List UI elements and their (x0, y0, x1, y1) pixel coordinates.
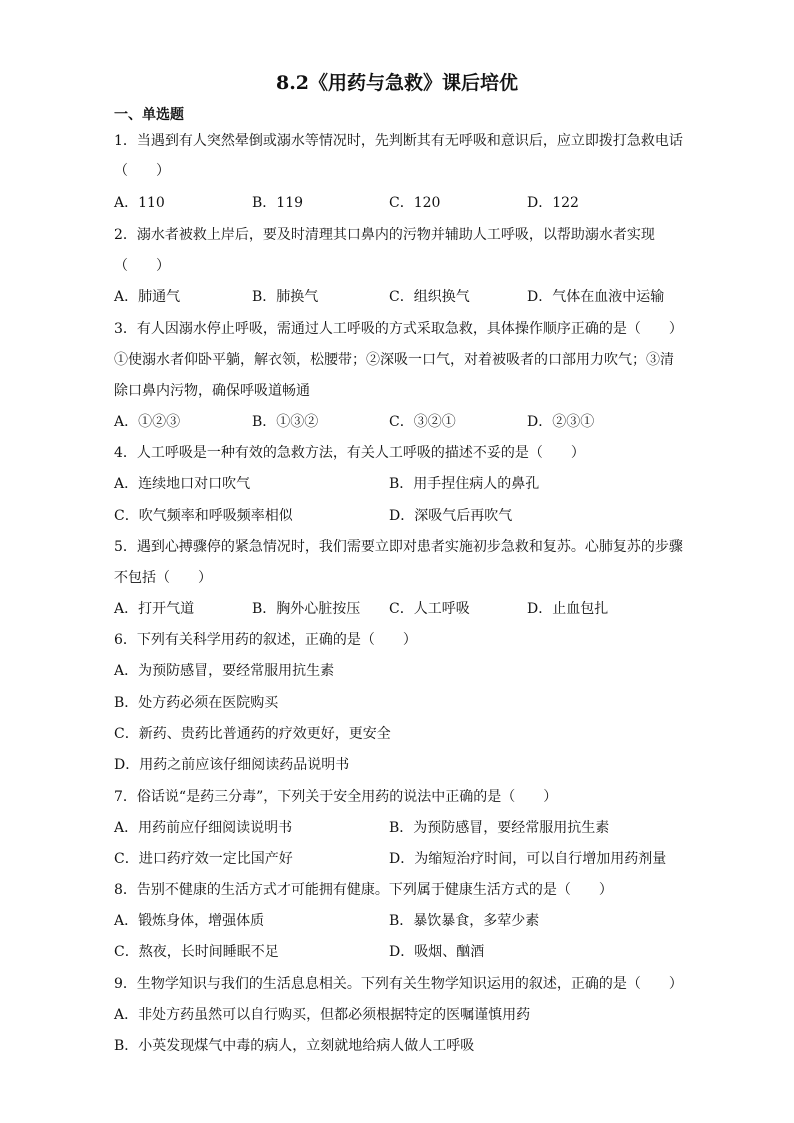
question-3-stem: 3．有人因溺水停止呼吸，需通过人工呼吸的方式采取急救，具体操作顺序正确的是（ ） (114, 321, 683, 337)
q2-option-b: B．肺换气 (252, 289, 319, 305)
question-3-line-3: 除口鼻内污物，确保呼吸道畅通 (114, 383, 310, 399)
question-7-stem: 7．俗话说“是药三分毒”，下列关于安全用药的说法中正确的是（ ） (114, 789, 558, 805)
q8-option-b: B．暴饮暴食，多荤少素 (389, 913, 540, 929)
q6-option-d: D．用药之前应该仔细阅读药品说明书 (114, 757, 350, 773)
q3-option-b: B．①③② (252, 414, 319, 430)
q5-option-b: B．胸外心脏按压 (252, 601, 361, 617)
q5-option-d: D．止血包扎 (527, 601, 609, 617)
q9-option-a: A．非处方药虽然可以自行购买，但都必须根据特定的医嘱谨慎用药 (114, 1007, 531, 1023)
question-9-stem: 9．生物学知识与我们的生活息息相关。下列有关生物学知识运用的叙述，正确的是（ ） (114, 976, 683, 992)
q7-option-c: C．进口药疗效一定比国产好 (114, 851, 293, 867)
q5-option-c: C．人工呼吸 (389, 601, 470, 617)
q1-option-c: C．120 (389, 195, 441, 211)
q7-option-b: B．为预防感冒，要经常服用抗生素 (389, 820, 610, 836)
question-5-line-2: 不包括（ ） (114, 570, 212, 586)
question-4-stem: 4．人工呼吸是一种有效的急救方法，有关人工呼吸的描述不妥的是（ ） (114, 445, 585, 461)
question-2-paren: （ ） (114, 258, 170, 274)
question-3-line-2: ①使溺水者仰卧平躺，解衣领，松腰带；②深吸一口气，对着被吸者的口部用力吹气；③清 (114, 352, 674, 368)
q4-option-d: D．深吸气后再吹气 (389, 508, 513, 524)
q3-option-d: D．②③① (527, 414, 595, 430)
q1-option-b: B．119 (252, 195, 304, 211)
q6-option-c: C．新药、贵药比普通药的疗效更好，更安全 (114, 726, 391, 742)
q8-option-d: D．吸烟、酗酒 (389, 944, 485, 960)
q8-option-c: C．熬夜，长时间睡眠不足 (114, 944, 279, 960)
q9-option-b: B．小英发现煤气中毒的病人，立刻就地给病人做人工呼吸 (114, 1038, 475, 1054)
q5-option-a: A．打开气道 (114, 601, 195, 617)
q2-option-c: C．组织换气 (389, 289, 470, 305)
question-5-stem: 5．遇到心搏骤停的紧急情况时，我们需要立即对患者实施初步急救和复苏。心肺复苏的步骤 (114, 539, 683, 555)
q1-option-a: A．110 (114, 195, 165, 211)
question-8-stem: 8．告别不健康的生活方式才可能拥有健康。下列属于健康生活方式的是（ ） (114, 882, 613, 898)
q6-option-b: B．处方药必须在医院购买 (114, 695, 279, 711)
q4-option-c: C．吹气频率和呼吸频率相似 (114, 508, 293, 524)
question-1-stem: 1．当遇到有人突然晕倒或溺水等情况时，先判断其有无呼吸和意识后，应立即拨打急救电话 (114, 133, 683, 149)
q2-option-a: A．肺通气 (114, 289, 181, 305)
q3-option-a: A．①②③ (114, 414, 181, 430)
question-6-stem: 6．下列有关科学用药的叙述，正确的是（ ） (114, 632, 417, 648)
page-title: 8.2《用药与急救》课后培优 (275, 72, 519, 94)
q7-option-a: A．用药前应仔细阅读说明书 (114, 820, 293, 836)
q4-option-a: A．连续地口对口吹气 (114, 476, 251, 492)
section-heading: 一、单选题 (114, 107, 184, 123)
q3-option-c: C．③②① (389, 414, 456, 430)
q4-option-b: B．用手捏住病人的鼻孔 (389, 476, 540, 492)
q8-option-a: A．锻炼身体，增强体质 (114, 913, 265, 929)
question-1-paren: （ ） (114, 163, 170, 179)
question-2-stem: 2．溺水者被救上岸后，要及时清理其口鼻内的污物并辅助人工呼吸，以帮助溺水者实现 (114, 227, 655, 243)
q6-option-a: A．为预防感冒，要经常服用抗生素 (114, 663, 335, 679)
q1-option-d: D．122 (527, 195, 579, 211)
q7-option-d: D．为缩短治疗时间，可以自行增加用药剂量 (389, 851, 667, 867)
q2-option-d: D．气体在血液中运输 (527, 289, 665, 305)
